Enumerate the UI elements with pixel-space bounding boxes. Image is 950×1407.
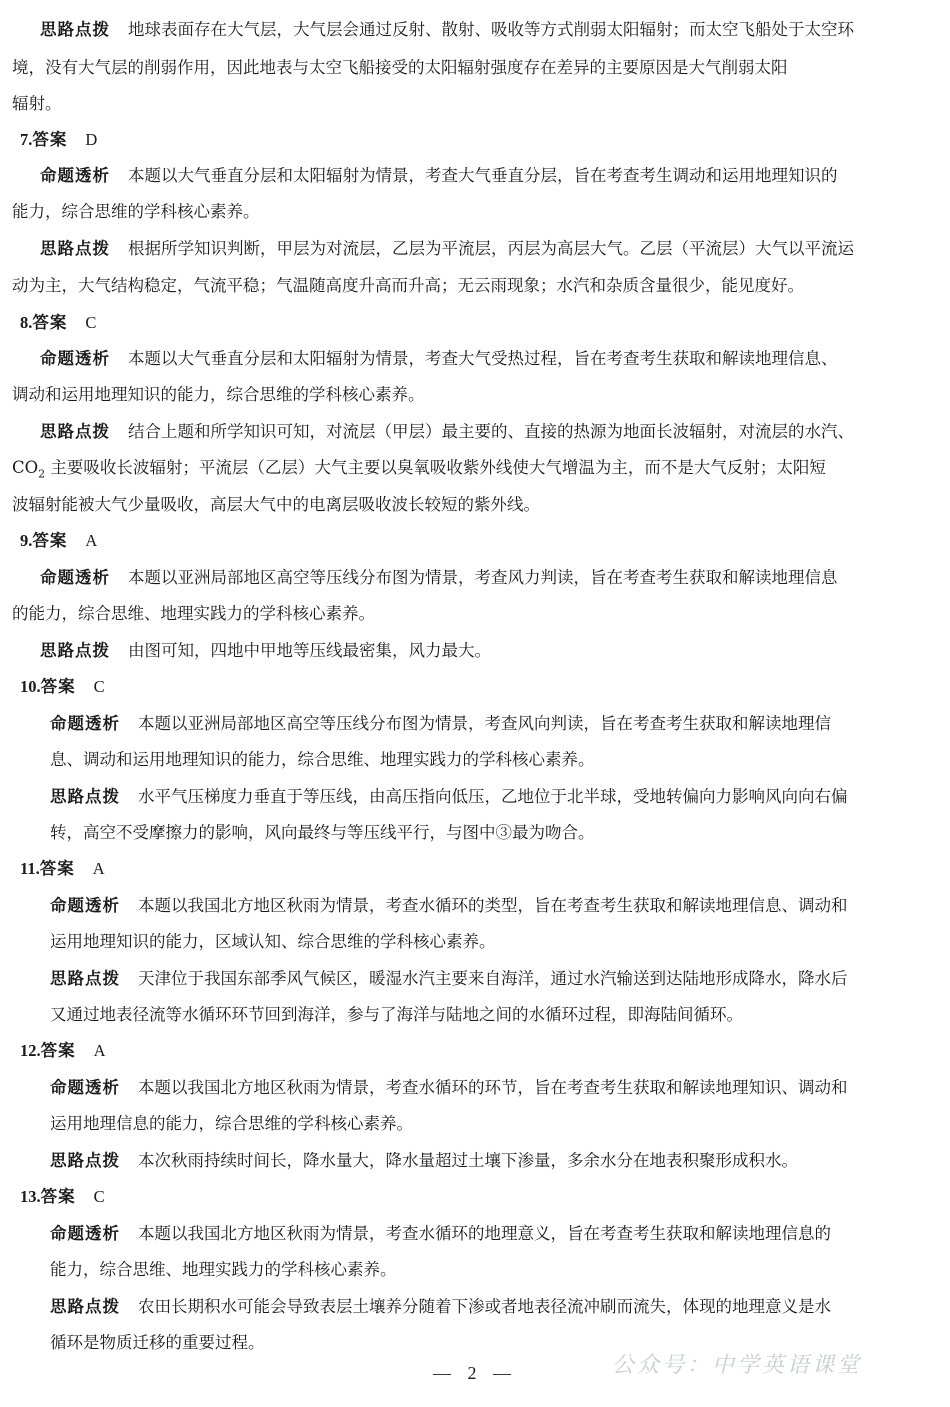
q10-tip-2: 转，高空不受摩擦力的影响，风向最终与等压线平行，与图中③最为吻合。 bbox=[50, 823, 595, 842]
q9-intent-1: 命题透析 本题以亚洲局部地区高空等压线分布图为情景，考查风力判读，旨在考查考生获取和解读地理信息 bbox=[40, 568, 838, 587]
q11-intent-2: 运用地理知识的能力，区域认知、综合思维的学科核心素养。 bbox=[50, 932, 496, 951]
q13-intent-1: 命题透析 本题以我国北方地区秋雨为情景，考查水循环的地理意义，旨在考查考生获取和解读地理信息的 bbox=[50, 1224, 831, 1243]
answer-13: 13.答案 C bbox=[20, 1187, 105, 1206]
q13-tip-1: 思路点拨 农田长期积水可能会导致表层土壤养分随着下渗或者地表径流冲刷而流失，体现的地理意义是水 bbox=[50, 1297, 831, 1316]
q12-intent-1: 命题透析 本题以我国北方地区秋雨为情景，考查水循环的环节，旨在考查考生获取和解读地理知识、调动和 bbox=[50, 1078, 848, 1097]
answer-7: 7.答案 D bbox=[20, 130, 98, 149]
q8-intent-1: 命题透析 本题以大气垂直分层和太阳辐射为情景，考查大气受热过程，旨在考查考生获取和解读地理信息、 bbox=[40, 349, 838, 368]
q13-tip-2: 循环是物质迁移的重要过程。 bbox=[50, 1333, 265, 1352]
intro-line-1: 思路点拨 地球表面存在大气层，大气层会通过反射、散射、吸收等方式削弱太阳辐射；而太空飞船处于太空环 bbox=[40, 20, 854, 39]
answer-11: 11.答案 A bbox=[20, 859, 105, 878]
q8-tip-3: 波辐射能被大气少量吸收，高层大气中的电离层吸收波长较短的紫外线。 bbox=[12, 495, 540, 514]
q11-intent-1: 命题透析 本题以我国北方地区秋雨为情景，考查水循环的类型，旨在考查考生获取和解读地理信息、调动和 bbox=[50, 896, 848, 915]
q11-tip-1: 思路点拨 天津位于我国东部季风气候区，暖湿水汽主要来自海洋，通过水汽输送到达陆地形成降水，降水后 bbox=[50, 969, 848, 988]
q7-tip-1: 思路点拨 根据所学知识判断，甲层为对流层，乙层为平流层，丙层为高层大气。乙层（平流层）大气以平流运 bbox=[40, 239, 854, 258]
answer-9: 9.答案 A bbox=[20, 531, 98, 550]
q11-tip-2: 又通过地表径流等水循环环节回到海洋，参与了海洋与陆地之间的水循环过程，即海陆间循环。 bbox=[50, 1005, 743, 1024]
answer-12: 12.答案 A bbox=[20, 1041, 106, 1060]
q9-intent-2: 的能力，综合思维、地理实践力的学科核心素养。 bbox=[12, 604, 375, 623]
page-number: — 2 — bbox=[433, 1363, 517, 1383]
intro-line-2: 境，没有大气层的削弱作用，因此地表与太空飞船接受的太阳辐射强度存在差异的主要原因是大气削弱太阳 bbox=[12, 58, 788, 77]
q12-tip-1: 思路点拨 本次秋雨持续时间长，降水量大，降水量超过土壤下渗量，多余水分在地表积聚形成积水。 bbox=[50, 1151, 798, 1170]
q7-tip-2: 动为主，大气结构稳定，气流平稳；气温随高度升高而升高；无云雨现象；水汽和杂质含量很少，能见度好。 bbox=[12, 276, 804, 295]
watermark: 公众号：中学英语课堂 bbox=[612, 1353, 863, 1378]
q8-tip-1: 思路点拨 结合上题和所学知识可知，对流层（甲层）最主要的、直接的热源为地面长波辐射，对流层的水汽、 bbox=[40, 422, 854, 441]
q8-tip-2: $CO_2$ 主要吸收长波辐射；平流层（乙层）大气主要以臭氧吸收紫外线使大气增温为主，而不是大气反射；太阳短 bbox=[12, 458, 826, 481]
q10-intent-2: 息、调动和运用地理知识的能力，综合思维、地理实践力的学科核心素养。 bbox=[50, 750, 595, 769]
q7-intent-2: 能力，综合思维的学科核心素养。 bbox=[12, 202, 260, 221]
q10-intent-1: 命题透析 本题以亚洲局部地区高空等压线分布图为情景，考查风向判读，旨在考查考生获取和解读地理信 bbox=[50, 714, 831, 733]
q13-intent-2: 能力，综合思维、地理实践力的学科核心素养。 bbox=[50, 1260, 397, 1279]
answer-8: 8.答案 C bbox=[20, 313, 97, 332]
q8-intent-2: 调动和运用地理知识的能力，综合思维的学科核心素养。 bbox=[12, 385, 425, 404]
q7-intent-1: 命题透析 本题以大气垂直分层和太阳辐射为情景，考查大气垂直分层，旨在考查考生调动和运用地理知识的 bbox=[40, 166, 838, 185]
intro-line-3: 辐射。 bbox=[12, 94, 62, 113]
answer-10: 10.答案 C bbox=[20, 677, 105, 696]
q10-tip-1: 思路点拨 水平气压梯度力垂直于等压线，由高压指向低压，乙地位于北半球，受地转偏向力影响风向向右偏 bbox=[50, 787, 848, 806]
q9-tip-1: 思路点拨 由图可知，四地中甲地等压线最密集，风力最大。 bbox=[40, 641, 491, 660]
tip-label: 思路点拨 bbox=[40, 20, 110, 39]
q12-intent-2: 运用地理信息的能力，综合思维的学科核心素养。 bbox=[50, 1114, 413, 1133]
